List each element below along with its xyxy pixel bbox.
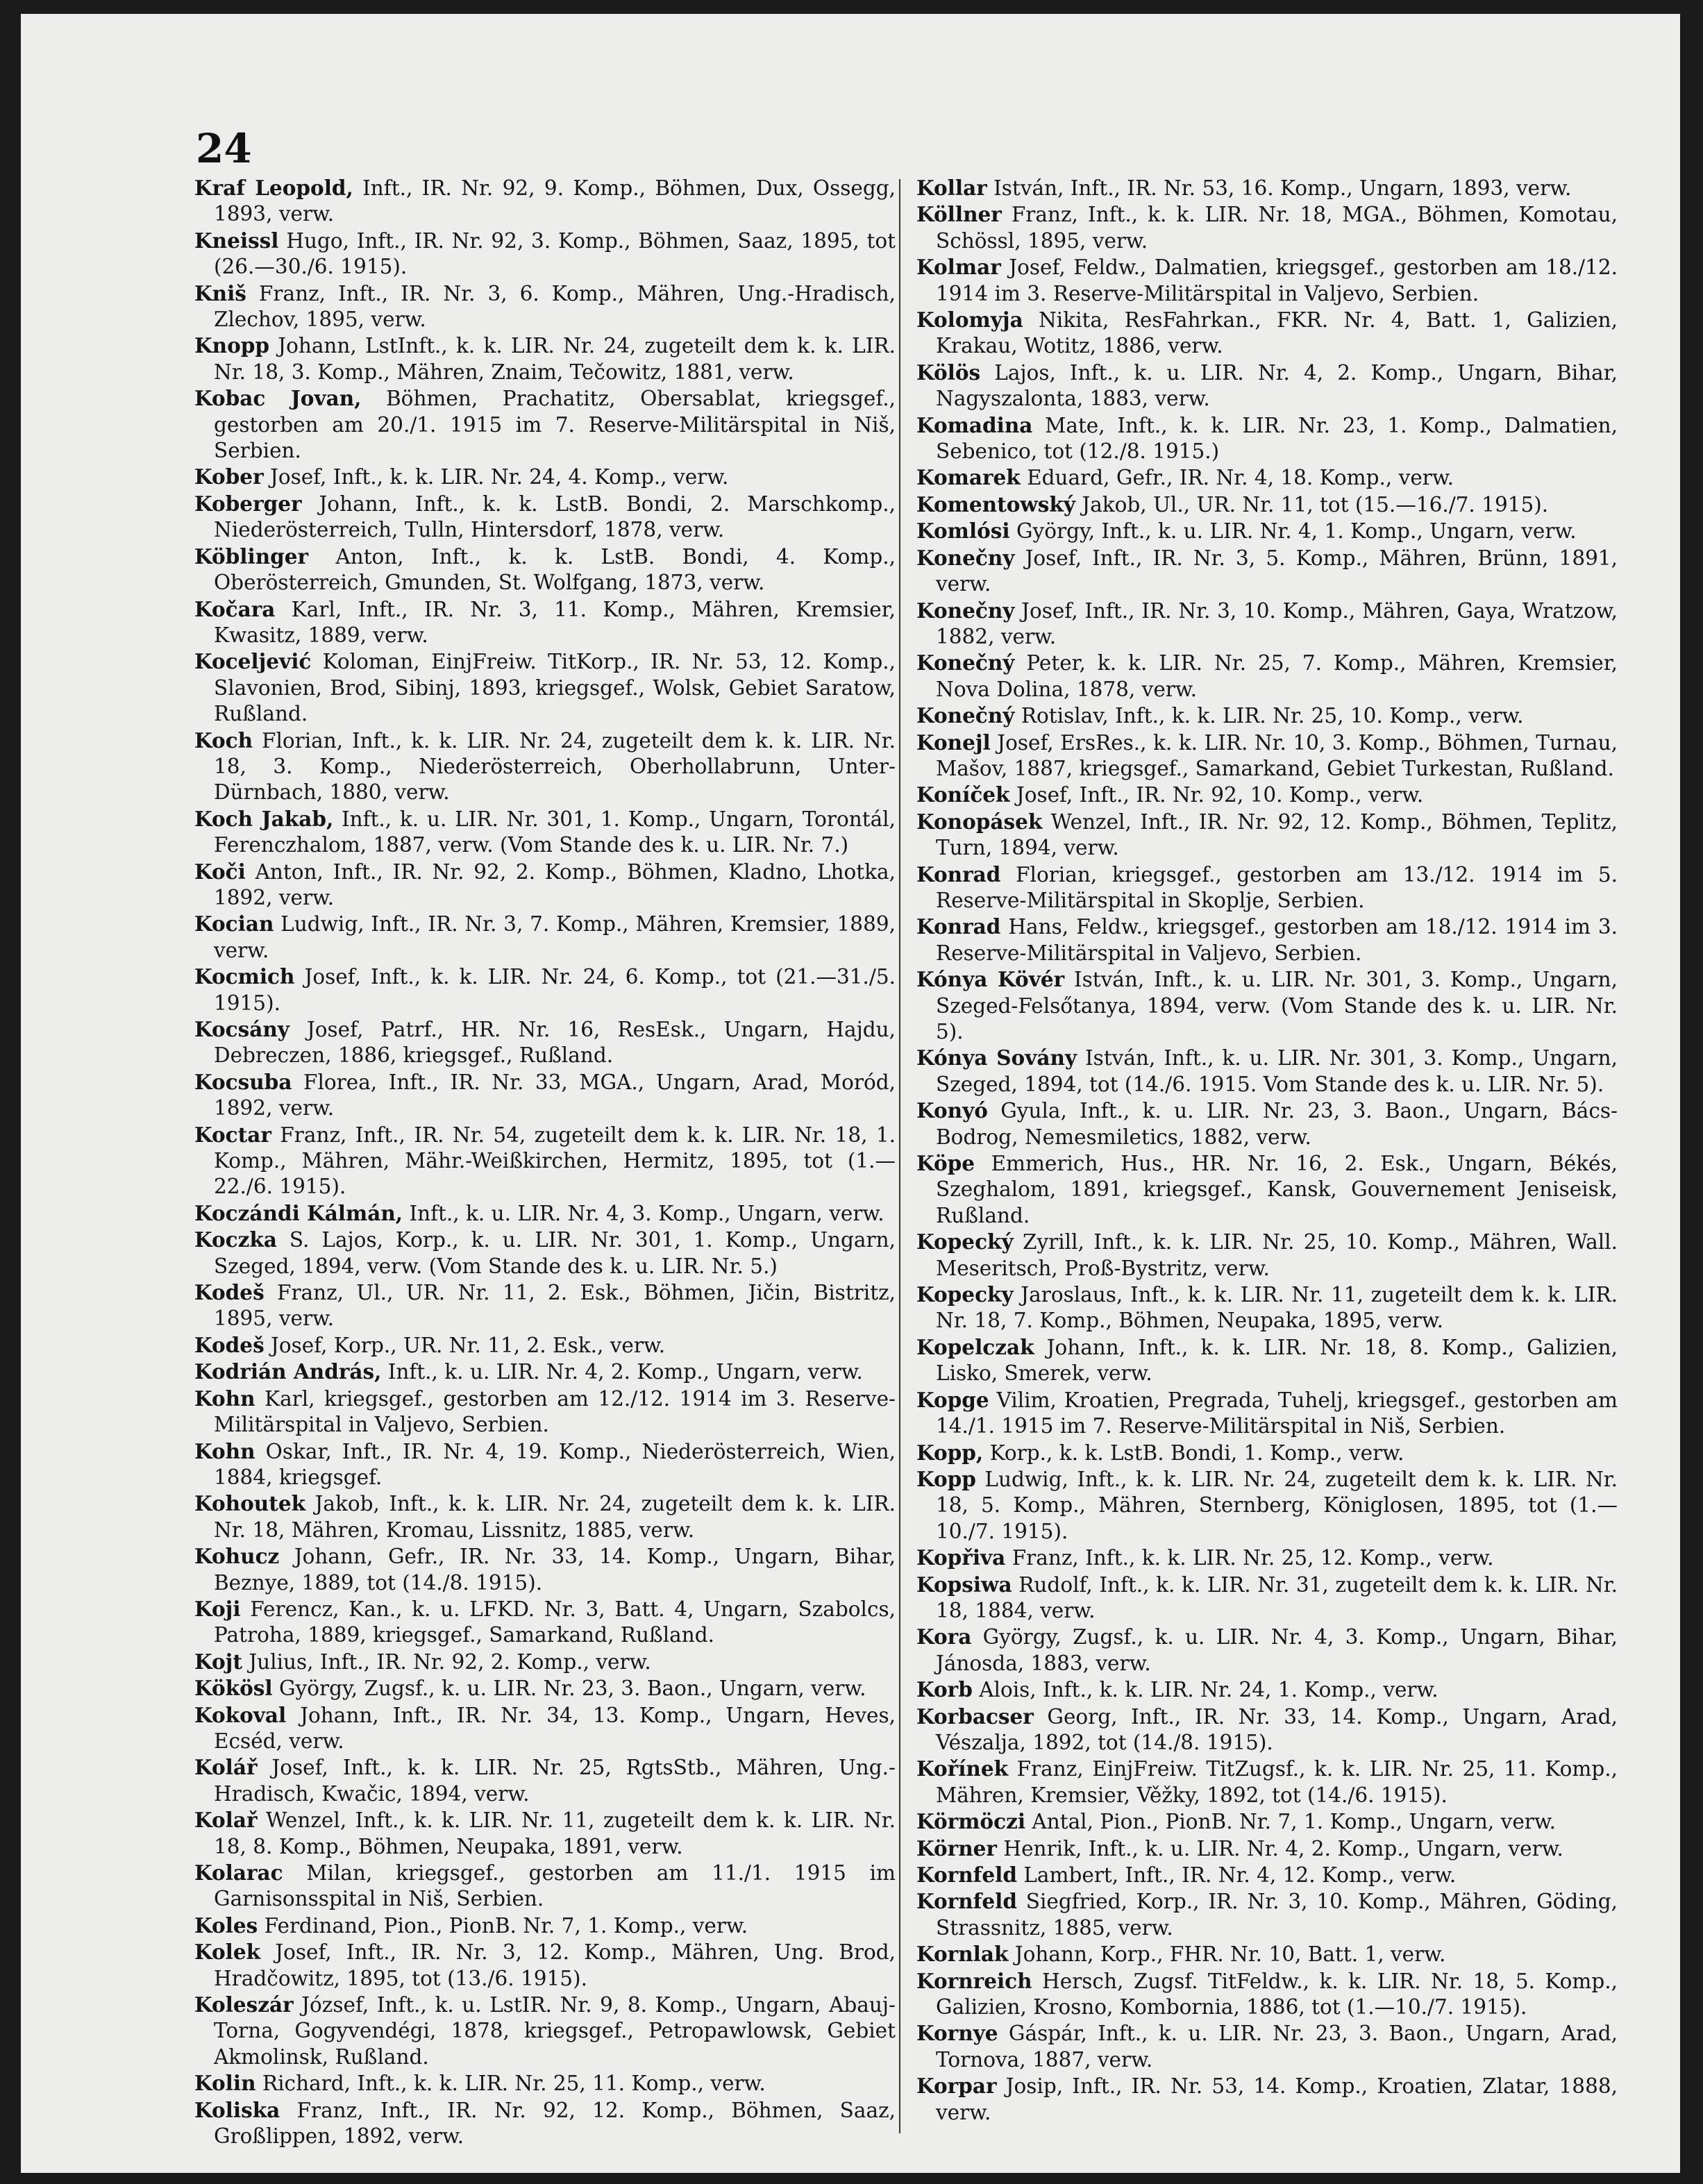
list-item [194,806,896,859]
entry-details: Ferencz, Kan., k. u. LFKD. Nr. 3, Batt. 4, Ungarn, Szabolcs, Patroha, 1889, kriegsgef., Samarkand, Rußland. [214,1597,896,1647]
list-item [194,544,896,596]
list-item [194,1596,896,1649]
entry-name: Kohoutek [194,1491,306,1516]
list-item [194,911,896,964]
entry-name: Konejl [916,730,991,755]
entry-details: Hugo, Inft., IR. Nr. 92, 3. Komp., Böhmen, Saaz, 1895, tot (26.—30./6. 1915). [214,228,896,279]
entry-name: Konrad [916,862,1001,887]
entry-details: István, Inft., IR. Nr. 53, 16. Komp., Ungarn, 1893, verw. [987,176,1572,200]
entry-details: György, Zugsf., k. u. LIR. Nr. 4, 3. Komp., Ungarn, Bihar, Jánosda, 1883, verw. [936,1625,1618,1675]
entry-details: Georg, Inft., IR. Nr. 33, 14. Komp., Ungarn, Arad, Vészalja, 1892, tot (14./8. 1915). [936,1704,1618,1754]
entry-name: Korpar [916,2074,997,2099]
list-item [916,809,1618,862]
entry-details: Franz, Inft., k. k. LIR. Nr. 25, 12. Komp., verw. [1005,1546,1494,1570]
list-item [194,1860,896,1913]
list-item [916,1836,1618,1862]
entry-details: Hans, Feldw., kriegsgef., gestorben am 18./12. 1914 im 3. Reserve-Militärspital in Valjevo, Serbien. [936,915,1618,965]
list-item [916,1941,1618,1967]
list-item [194,1490,896,1543]
left-column [194,175,896,2149]
list-item [194,1807,896,1860]
column-divider [899,179,900,2133]
entry-name: Kohn [194,1438,255,1463]
list-item [194,1913,896,1939]
list-item [194,280,896,333]
entry-details: Mate, Inft., k. k. LIR. Nr. 23, 1. Komp., Dalmatien, Sebenico, tot (12./8. 1915.) [936,413,1618,464]
list-item [194,385,896,464]
entry-details: Johann, Inft., k. k. LstB. Bondi, 2. Marschkomp., Niederösterreich, Tulln, Hintersdorf, 1878, verw. [214,492,896,542]
entry-name: Koceljević [194,649,312,674]
entry-details: Koloman, EinjFreiw. TitKorp., IR. Nr. 53, 12. Komp., Slavonien, Brod, Sibinj, 1893, kriegsgef., Wolsk, Gebiet Saratow, Rußland. [214,650,896,726]
list-item [916,1387,1618,1440]
entry-name: Kocsány [194,1017,290,1041]
entry-details: Josef, Inft., k. k. LIR. Nr. 24, 6. Komp., tot (21.—31./5. 1915). [214,965,896,1015]
list-item [916,412,1618,465]
entry-name: Köblinger [194,544,309,569]
list-item [916,1545,1618,1571]
list-item [194,464,896,490]
entry-name: Kolek [194,1940,261,1965]
entry-name: Kopge [916,1387,989,1412]
list-item [916,782,1618,808]
list-item [916,360,1618,412]
entry-name: Knopp [194,333,270,358]
entry-details: Anton, Inft., k. k. LstB. Bondi, 4. Komp., Oberösterreich, Gmunden, St. Wolfgang, 1873, verw. [214,544,896,595]
list-item [916,914,1618,966]
entry-name: Kocsuba [194,1069,292,1094]
entry-details: Jakob, Inft., k. k. LIR. Nr. 24, zugeteilt dem k. k. LIR. Nr. 18, Mähren, Kromau, Lissnitz, 1885, verw. [214,1492,896,1542]
list-item [916,2073,1618,2126]
list-item [194,859,896,912]
entry-details: Franz, Inft., k. k. LIR. Nr. 18, MGA., Böhmen, Komotau, Schössl, 1895, verw. [936,203,1618,253]
list-item [194,1122,896,1200]
list-item [194,333,896,385]
entry-details: Lajos, Inft., k. u. LIR. Nr. 4, 2. Komp., Ungarn, Bihar, Nagyszalonta, 1883, verw. [936,360,1618,411]
list-item [916,1229,1618,1282]
entry-details: Antal, Pion., PionB. Nr. 7, 1. Komp., Ungarn, verw. [1025,1810,1557,1834]
entry-details: Nikita, ResFahrkan., FKR. Nr. 4, Batt. 1, Galizien, Krakau, Wotitz, 1886, verw. [936,308,1618,358]
list-item [916,730,1618,782]
entry-details: Johann, LstInft., k. k. LIR. Nr. 24, zugeteilt dem k. k. LIR. Nr. 18, 3. Komp., Mähren, Znaim, Tečowitz, 1881, verw. [214,334,896,384]
entry-details: Ludwig, Inft., k. k. LIR. Nr. 24, zugeteilt dem k. k. LIR. Nr. 18, 5. Komp., Mähren, Sternberg, Königlosen, 1895, tot (1.—10./7. 1915). [936,1467,1618,1543]
entry-name: Kohn [194,1386,255,1411]
list-item [916,1808,1618,1835]
list-item [916,518,1618,544]
page-number: 24 [196,125,252,172]
entry-details: Josip, Inft., IR. Nr. 53, 14. Komp., Kroatien, Zlatar, 1888, verw. [936,2074,1618,2124]
list-item [916,650,1618,703]
list-item [194,1279,896,1332]
entry-details: Zyrill, Inft., k. k. LIR. Nr. 25, 10. Komp., Mähren, Wall. Meseritsch, Proß-Bystritz, verw. [936,1230,1618,1280]
entry-name: Korbacser [916,1704,1034,1729]
entry-name: Kolin [194,2071,256,2096]
entry-details: Franz, EinjFreiw. TitZugsf., k. k. LIR. Nr. 25, 11. Komp., Mähren, Kremsier, Věžky, 1892, tot (14./6. 1915). [936,1757,1618,1807]
list-item [916,201,1618,254]
entry-name: Kodrián András, [194,1359,382,1384]
list-item [916,1045,1618,1098]
entry-details: Florian, kriegsgef., gestorben am 13./12. 1914 im 5. Reserve-Militärspital in Skoplje, Serbien. [936,862,1618,912]
list-item [916,464,1618,491]
entry-name: Konečny [916,598,1015,623]
entry-details: Karl, kriegsgef., gestorben am 12./12. 1914 im 3. Reserve-Militärspital in Valjevo, Serbien. [214,1386,896,1437]
entry-details: Josef, Inft., k. k. LIR. Nr. 25, RgtsStb., Mähren, Ung.-Hradisch, Kwačic, 1894, verw. [214,1756,896,1806]
entry-name: Komentowský [916,492,1075,516]
entry-name: Kořínek [916,1756,1009,1781]
entry-name: Kolář [194,1755,258,1780]
entry-name: Kopsiwa [916,1572,1012,1597]
entry-name: Kónya Sovány [916,1045,1077,1070]
entry-name: Kneissl [194,228,279,253]
list-item [916,1756,1618,1808]
entry-name: Kopřiva [916,1545,1006,1570]
entry-details: Henrik, Inft., k. u. LIR. Nr. 4, 2. Komp., Ungarn, verw. [996,1836,1563,1860]
list-item [916,1704,1618,1756]
entry-name: Kočara [194,596,276,621]
entry-details: Oskar, Inft., IR. Nr. 4, 19. Komp., Niederösterreich, Wien, 1884, kriegsgef. [214,1439,896,1489]
list-item [916,1572,1618,1624]
list-item [194,1543,896,1596]
entry-details: Florian, Inft., k. k. LIR. Nr. 24, zugeteilt dem k. k. LIR. Nr. 18, 3. Komp., Niederösterreich, Oberhollabrunn, Unter-Dürnbach, 1880, verw. [214,728,896,805]
entry-name: Koberger [194,491,302,516]
entry-details: Inft., k. u. LIR. Nr. 4, 3. Komp., Ungarn, verw. [403,1201,884,1225]
entry-details: Anton, Inft., IR. Nr. 92, 2. Komp., Böhmen, Kladno, Lhotka, 1892, verw. [214,859,896,909]
entry-name: Kopecký [916,1229,1014,1254]
list-item [194,1359,896,1385]
entry-details: Florea, Inft., IR. Nr. 33, MGA., Ungarn, Arad, Moród, 1892, verw. [214,1070,896,1120]
list-item [916,1968,1618,2021]
entry-details: Julius, Inft., IR. Nr. 92, 2. Komp., verw. [242,1649,651,1674]
entry-details: Rudolf, Inft., k. k. LIR. Nr. 31, zugeteilt dem k. k. LIR. Nr. 18, 1884, verw. [936,1572,1618,1622]
entry-details: Jakob, Ul., UR. Nr. 11, tot (15.—16./7. 1915). [1075,492,1549,516]
list-item [194,1069,896,1122]
entry-name: Kornfeld [916,1863,1017,1887]
entry-name: Komarek [916,465,1021,490]
entry-name: Kopelczak [916,1334,1034,1359]
entry-details: Franz, Inft., IR. Nr. 54, zugeteilt dem k. k. LIR. Nr. 18, 1. Komp., Mähren, Mähr.-Weißkirchen, Hermitz, 1895, tot (1.—22./6. 1915). [214,1123,896,1199]
entry-details: Ferdinand, Pion., PionB. Nr. 7, 1. Komp., verw. [258,1913,748,1938]
entry-name: Konečný [916,650,1015,675]
list-item [916,966,1618,1045]
list-item [916,862,1618,914]
entry-name: Köllner [916,202,1002,227]
list-item [194,1200,896,1227]
list-item [916,1150,1618,1229]
entry-name: Koch [194,728,253,753]
list-item [916,598,1618,650]
entry-name: Kölös [916,360,981,385]
entry-name: Koch Jakab, [194,806,334,831]
list-item [916,1888,1618,1941]
entry-name: Konečny [916,545,1015,570]
list-item [194,1702,896,1755]
entry-details: Eduard, Gefr., IR. Nr. 4, 18. Komp., verw. [1020,466,1454,490]
list-item [194,648,896,727]
entry-details: Emmerich, Hus., HR. Nr. 16, 2. Esk., Ungarn, Békés, Szeghalom, 1891, kriegsgef., Kansk, Gouvernement Jeniseisk, Rußland. [936,1152,1618,1227]
entry-details: Rotislav, Inft., k. k. LIR. Nr. 25, 10. Komp., verw. [1014,704,1524,728]
entry-details: Franz, Ul., UR. Nr. 11, 2. Esk., Böhmen, Jičin, Bistritz, 1895, verw. [214,1281,896,1331]
entry-details: Josef, ErsRes., k. k. LIR. Nr. 10, 3. Komp., Böhmen, Turnau, Mašov, 1887, kriegsgef., Samarkand, Gebiet Turkestan, Rußland. [936,730,1618,780]
list-item [194,2070,896,2097]
list-item [194,175,896,228]
entry-details: Peter, k. k. LIR. Nr. 25, 7. Komp., Mähren, Kremsier, Nova Dolina, 1878, verw. [936,651,1618,701]
entry-name: Kornye [916,2021,998,2046]
entry-details: Milan, kriegsgef., gestorben am 11./1. 1915 im Garnisonsspital in Niš, Serbien. [214,1861,896,1911]
list-item [916,1466,1618,1545]
entry-name: Kniš [194,280,246,305]
entry-name: Konrad [916,914,1001,939]
entry-name: Kolmar [916,255,1001,280]
entry-name: Kónya Kövér [916,967,1065,992]
entry-name: Korb [916,1677,973,1702]
entry-details: Vilim, Kroatien, Pregrada, Tuhelj, kriegsgef., gestorben am 14./1. 1915 im 7. Reserve-Militärspital in Niš, Serbien. [936,1388,1618,1438]
list-item [916,1440,1618,1466]
list-item [916,1624,1618,1677]
entry-details: Gyula, Inft., k. u. LIR. Nr. 23, 3. Baon., Ungarn, Bács-Bodrog, Nemesmiletics, 1882, verw. [936,1099,1618,1149]
entry-details: Josef, Korp., UR. Nr. 11, 2. Esk., verw. [264,1333,666,1357]
entry-name: Kora [916,1624,972,1649]
entry-name: Kohucz [194,1544,280,1569]
entry-details: Ludwig, Inft., IR. Nr. 3, 7. Komp., Mähren, Kremsier, 1889, verw. [214,912,896,962]
list-item [916,1862,1618,1888]
entry-details: Josef, Inft., IR. Nr. 3, 12. Komp., Mähren, Ung. Brod, Hradčowitz, 1895, tot (13./6. 1915). [214,1940,896,1990]
entry-details: Lambert, Inft., IR. Nr. 4, 12. Komp., verw. [1016,1863,1457,1887]
entry-name: Kober [194,464,264,489]
entry-details: István, Inft., k. u. LIR. Nr. 301, 3. Komp., Ungarn, Szeged-Felsőtanya, 1894, verw. (Vom Stande des k. u. LIR. Nr. 5). [936,968,1618,1043]
entry-details: Jaroslaus, Inft., k. k. LIR. Nr. 11, zugeteilt dem k. k. LIR. Nr. 18, 7. Komp., Böhmen, Neupaka, 1895, verw. [936,1283,1618,1333]
list-item [194,1649,896,1675]
list-item [916,307,1618,360]
entry-name: Kojt [194,1649,242,1674]
entry-details: Gáspár, Inft., k. u. LIR. Nr. 23, 3. Baon., Ungarn, Arad, Tornova, 1887, verw. [936,2022,1618,2072]
entry-name: Körner [916,1836,997,1860]
entry-name: Kopecky [916,1282,1014,1307]
entry-name: Kodeš [194,1280,265,1305]
list-item [194,1754,896,1807]
entry-name: Koji [194,1596,241,1621]
list-item [194,1016,896,1069]
entry-name: Kolarac [194,1860,283,1885]
entry-name: Koliska [194,2097,280,2122]
entry-name: Koczka [194,1227,277,1252]
entry-name: Kraf Leopold, [194,176,353,200]
entry-details: István, Inft., k. u. LIR. Nr. 301, 3. Komp., Ungarn, Szeged, 1894, tot (14./6. 1915. Vom Stande des k. u. LIR. Nr. 5). [936,1046,1618,1096]
entry-details: Siegfried, Korp., IR. Nr. 3, 10. Komp., Mähren, Göding, Strassnitz, 1885, verw. [936,1890,1618,1940]
entry-details: Johann, Korp., FHR. Nr. 10, Batt. 1, verw. [1008,1942,1446,1967]
entry-name: Konyó [916,1098,988,1123]
entry-details: Josef, Patrf., HR. Nr. 16, ResEsk., Ungarn, Hajdu, Debreczen, 1886, kriegsgef., Rußland. [214,1018,896,1068]
entry-details: Inft., IR. Nr. 92, 9. Komp., Böhmen, Dux, Ossegg, 1893, verw. [214,176,896,226]
entry-name: Kornlak [916,1942,1009,1967]
list-item [916,1677,1618,1703]
list-item [916,1282,1618,1334]
entry-details: Richard, Inft., k. k. LIR. Nr. 25, 11. Komp., verw. [255,2072,766,2096]
entry-name: Konečný [916,703,1015,728]
entry-name: Koči [194,859,246,884]
scanned-page [21,14,1680,2173]
entry-name: Koles [194,1913,258,1938]
entry-name: Körmöczi [916,1809,1026,1834]
list-item [194,964,896,1016]
entry-name: Köpe [916,1151,975,1176]
list-item [194,1992,896,2070]
entry-details: Böhmen, Prachatitz, Obersablat, kriegsgef., gestorben am 20./1. 1915 im 7. Reserve-Militärspital in Niš, Serbien. [214,387,896,463]
entry-details: Josef, Feldw., Dalmatien, kriegsgef., gestorben am 18./12. 1914 im 3. Reserve-Militärspital in Valjevo, Serbien. [936,255,1618,305]
list-item [916,2020,1618,2073]
entry-name: Kodeš [194,1332,265,1357]
entry-details: Josef, Inft., IR. Nr. 3, 10. Komp., Mähren, Gaya, Wratzow, 1882, verw. [936,598,1618,648]
list-item [194,1386,896,1438]
entry-details: Johann, Inft., IR. Nr. 34, 13. Komp., Ungarn, Heves, Ecséd, verw. [214,1703,896,1753]
entry-name: Kollar [916,176,987,200]
entry-details: Inft., k. u. LIR. Nr. 4, 2. Komp., Ungarn, verw. [381,1360,863,1384]
list-item [194,491,896,544]
entry-name: Koleszár [194,1992,294,2017]
entry-name: Komlósi [916,519,1010,544]
entry-details: Wenzel, Inft., IR. Nr. 92, 12. Komp., Böhmen, Teplitz, Turn, 1894, verw. [936,809,1618,860]
entry-details: Hersch, Zugsf. TitFeldw., k. k. LIR. Nr. 18, 5. Komp., Galizien, Krosno, Kombornia, 1886, tot (1.—10./7. 1915). [936,1969,1618,2019]
entry-details: Josef, Inft., k. k. LIR. Nr. 24, 4. Komp., verw. [263,465,729,489]
entry-name: Kopp [916,1466,976,1491]
entry-name: Kolomyja [916,308,1023,333]
entry-name: Konopásek [916,809,1043,834]
entry-name: Kokoval [194,1702,287,1727]
entry-details: György, Zugsf., k. u. LIR. Nr. 23, 3. Baon., Ungarn, verw. [272,1677,866,1701]
list-item [916,545,1618,598]
entry-details: Josef, Inft., IR. Nr. 3, 5. Komp., Mähren, Brünn, 1891, verw. [936,546,1618,596]
list-item [194,1438,896,1491]
entry-name: Kornreich [916,1968,1032,1993]
list-item [194,228,896,280]
entry-details: Inft., k. u. LIR. Nr. 301, 1. Komp., Ungarn, Torontál, Ferenczhalom, 1887, verw. (Vom Stande des k. u. LIR. Nr. 7.) [214,807,896,857]
entry-name: Kornfeld [916,1889,1017,1914]
right-column [916,175,1618,2126]
list-item [194,1227,896,1279]
entry-details: Wenzel, Inft., k. k. LIR. Nr. 11, zugeteilt dem k. k. LIR. Nr. 18, 8. Komp., Böhmen, Neupaka, 1891, verw. [214,1808,896,1858]
entry-name: Koníček [916,782,1010,807]
list-item [916,703,1618,729]
entry-details: Johann, Gefr., IR. Nr. 33, 14. Komp., Ungarn, Bihar, Beznye, 1889, tot (14./8. 1915). [214,1545,896,1595]
entry-details: György, Inft., k. u. LIR. Nr. 4, 1. Komp., Ungarn, verw. [1009,519,1577,544]
entry-name: Koczándi Kálmán, [194,1200,403,1225]
entry-name: Koctar [194,1122,271,1147]
list-item [916,175,1618,201]
entry-details: Karl, Inft., IR. Nr. 3, 11. Komp., Mähren, Kremsier, Kwasitz, 1889, verw. [214,597,896,647]
list-item [194,1939,896,1992]
list-item [916,254,1618,307]
entry-details: Alois, Inft., k. k. LIR. Nr. 24, 1. Komp., verw. [972,1678,1438,1702]
list-item [194,1675,896,1702]
entry-details: Korp., k. k. LstB. Bondi, 1. Komp., verw. [983,1440,1404,1465]
entry-name: Kopp, [916,1440,984,1465]
entry-details: S. Lajos, Korp., k. u. LIR. Nr. 301, 1. Komp., Ungarn, Szeged, 1894, verw. (Vom Stande des k. u. LIR. Nr. 5.) [214,1228,896,1278]
list-item [916,1334,1618,1387]
list-item [194,728,896,806]
entry-details: Franz, Inft., IR. Nr. 92, 12. Komp., Böhmen, Saaz, Großlippen, 1892, verw. [214,2098,896,2149]
list-item [916,492,1618,518]
entry-details: Franz, Inft., IR. Nr. 3, 6. Komp., Mähren, Ung.-Hradisch, Zlechov, 1895, verw. [214,281,896,332]
list-item [916,1098,1618,1150]
list-item [194,1332,896,1359]
entry-name: Kolař [194,1808,258,1833]
entry-name: Kökösl [194,1676,273,1701]
list-item [194,596,896,649]
entry-details: Johann, Inft., k. k. LIR. Nr. 18, 8. Komp., Galizien, Lisko, Smerek, verw. [936,1335,1618,1386]
entry-name: Kobac Jovan, [194,386,362,411]
entry-details: József, Inft., k. u. LstIR. Nr. 9, 8. Komp., Ungarn, Abauj-Torna, Gogyvendégi, 1878, kriegsgef., Petropawlowsk, Gebiet Akmolinsk, Rußland. [214,1993,896,2069]
entry-details: Josef, Inft., IR. Nr. 92, 10. Komp., verw. [1009,783,1424,807]
entry-name: Komadina [916,412,1033,437]
list-item [194,2097,896,2150]
entry-name: Kocian [194,912,274,936]
entry-name: Kocmich [194,964,295,989]
